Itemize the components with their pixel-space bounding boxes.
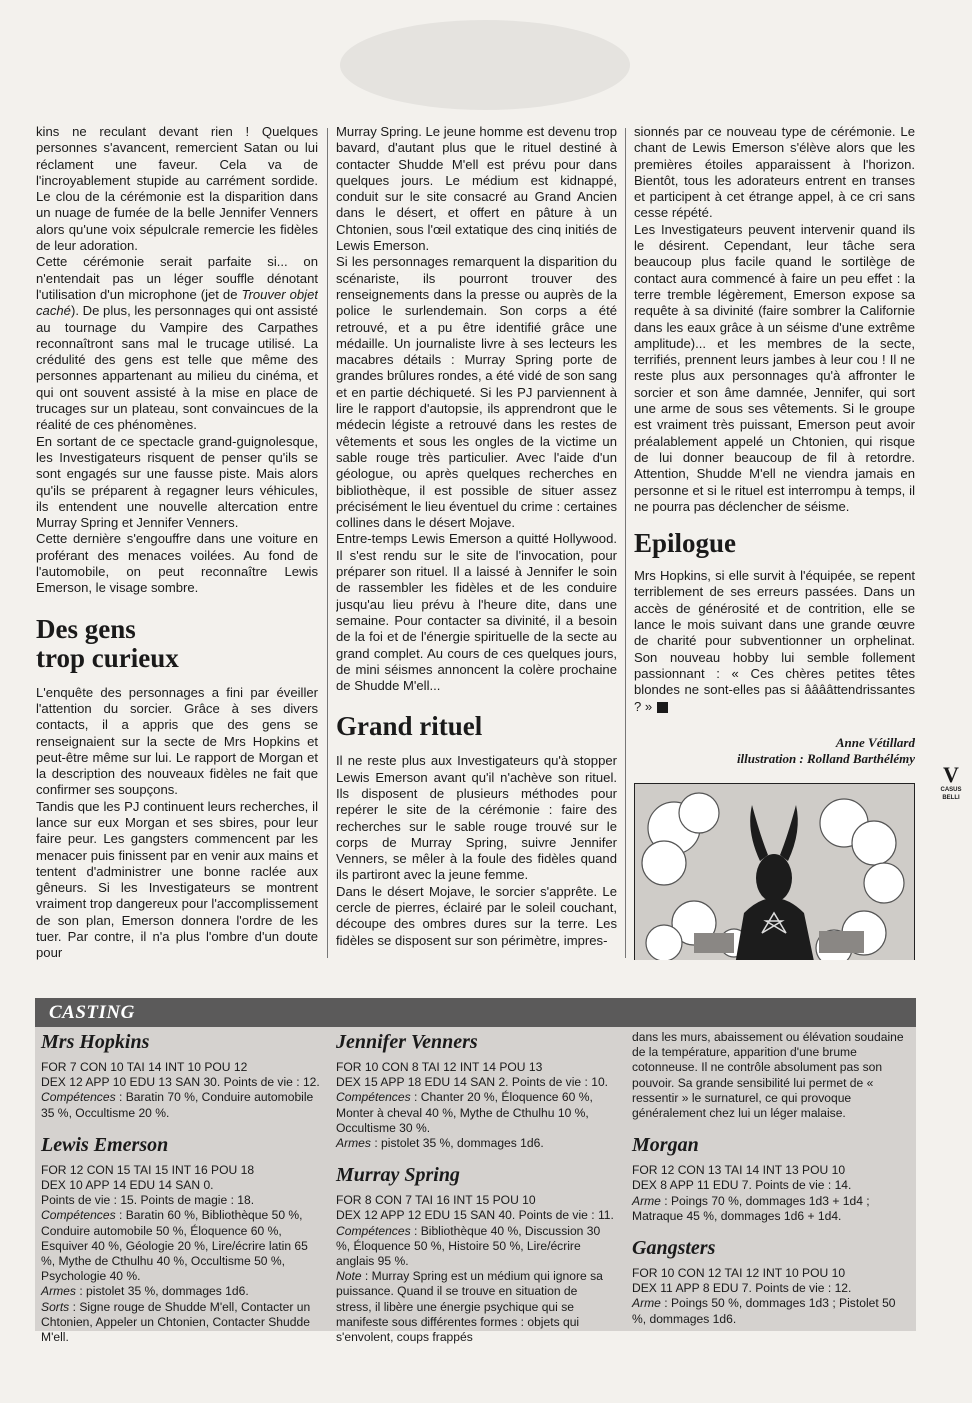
paragraph: Il ne reste plus aux Investigateurs qu'à stopper Lewis Emerson avant qu'il n'achève son rituel. Ils disposent de plusieurs méthodes pour repérer le site de la cérémonie : faire des recherches sur le sable rouge trouvé sur le corps de Murray Spring, suivre Jennifer Venners, se mêler à la foule des fidèles quand ils partiront avec la jeune femme. <box>336 753 617 883</box>
paragraph: Entre-temps Lewis Emerson a quitté Hollywood. Il s'est rendu sur le site de l'invocation, pour préparer son rituel. Il a laissé à Jennifer le soin de rassembler les fidèles et de les conduire jusqu'au lieu prévu à l'heure dite, dans une semaine. Pour contacter sa divinité, il a besoin de la foi et de l'énergie spirituelle de la secte au grand complet. Au cours de ces quelques jours, de mini séismes annoncent la colère prochaine de Shudde M'ell... <box>336 531 617 694</box>
paragraph: Tandis que les PJ continuent leurs recherches, il lance sur eux Morgan et ses sbires, pour leur faire peur. Les gangsters commencent par les menacer puis finissent par en venir aux mains et tentent d'administrer une bonne raclée aux gêneurs. Si les Investigateurs se montrent vraiment trop dangereux pour l'accomplissement de son plan, Emerson donnera l'ordre de les tuer. Par contre, il n'a plus l'ombre d'un doute pour <box>36 798 318 960</box>
character-morgan <box>632 1133 910 1224</box>
section-heading-des-gens: Des gens trop curieux <box>36 613 179 673</box>
stats-line: FOR 10 CON 12 TAI 12 INT 10 POU 10 <box>632 1266 846 1281</box>
stats-line: FOR 7 CON 10 TAI 14 INT 10 POU 12 <box>41 1060 248 1074</box>
character-name: Jennifer Venners <box>336 1031 478 1053</box>
weapons: Armes : pistolet 35 %, dommages 1d6. <box>41 1284 249 1299</box>
page-marker <box>934 764 968 802</box>
stats-line: DEX 11 APP 8 EDU 7. Points de vie : 12. <box>632 1281 852 1296</box>
paragraph: Les Investigateurs peuvent intervenir quand ils le désirent. Cependant, leur tâche sera beaucoup plus facile quand le sortilège de contact aura commencé à faire un peu effet : la terre tremble légèrement, Emerson expose sa requête à sa divinité (faire sombrer la Californie dans les eaux grâce à un séisme d'une extrême amplitude)... et les membres de la secte, terrifiés, prennent leurs jambes à leur cou ! Il ne reste plus aux personnages qu'à affronter le sorcier et son âme damnée, Jennifer, qui sort une arme de sous ses vêtements. Si le groupe est vraiment très puissant, Emerson peut avoir préalablement appelé un Chtonien, qui risque de lui donner beaucoup de fil à retordre. Attention, Shudde M'ell ne viendra jamais en personne et si le rituel est interrompu à temps, il ne pourra pas déclencher de séisme. <box>634 221 915 514</box>
paragraph: Dans le désert Mojave, le sorcier s'apprête. Le cercle de pierres, éclairé par le soleil couchant, découpe des ombres dures sur la terre. Les fidèles se disposent sur son périmètre, impres- <box>336 883 617 948</box>
character-gangsters <box>632 1236 910 1327</box>
weapons: Armes : pistolet 35 %, dommages 1d6. <box>336 1136 544 1151</box>
weapons: Arme : Poings 50 %, dommages 1d3 ; Pistolet 50 %, dommages 1d6. <box>632 1296 896 1326</box>
author: Anne Vétillard <box>835 734 915 750</box>
murray-spring-note-continued <box>632 1030 910 1121</box>
skills: Compétences : Baratin 70 %, Conduire automobile 35 %, Occultisme 20 %. <box>41 1090 314 1120</box>
column-divider <box>625 128 626 958</box>
paragraph: sionnés par ce nouveau type de cérémonie. Le chant de Lewis Emerson s'élève alors que les premières étoiles apparaissent à l'horizon. Bientôt, tous les adorateurs entrent en transes et participent à cet étrange appel, à ce cri sans cesse répété. <box>634 124 915 221</box>
stats-line: DEX 12 APP 12 EDU 15 SAN 40. Points de vie : 11. <box>336 1208 614 1223</box>
paragraph: Cette dernière s'engouffre dans une voiture en proférant des menaces voilées. Au fond de l'automobile, on peut reconnaître Lewis Emerson, le visage sombre. <box>36 531 318 596</box>
stats-line: DEX 8 APP 11 EDU 7. Points de vie : 14. <box>632 1178 852 1193</box>
skills: Compétences : Chanter 20 %, Éloquence 60 %, Monter à cheval 40 %, Mythe de Cthulhu 10 %, Occultisme 30 %. <box>336 1090 593 1135</box>
illustrator: illustration : Rolland Barthélémy <box>736 750 915 766</box>
stats-line: FOR 10 CON 8 TAI 12 INT 14 POU 13 <box>336 1060 543 1074</box>
stats-line: Points de vie : 15. Points de magie : 18. <box>41 1193 255 1208</box>
casting-column-3 <box>632 1030 910 1339</box>
casting-column-1 <box>41 1030 321 1357</box>
stats-line: FOR 8 CON 7 TAI 16 INT 15 POU 10 <box>336 1193 536 1208</box>
credits <box>634 735 915 767</box>
section-heading-epilogue: Epilogue <box>634 528 737 559</box>
magazine-tag: CASUS BELLI <box>940 787 962 801</box>
character-name: Morgan <box>632 1134 699 1157</box>
stats-line: DEX 15 APP 18 EDU 14 SAN 2. Points de vie : 10. <box>336 1075 609 1090</box>
weapons: Arme : Poings 70 %, dommages 1d3 + 1d4 ; Matraque 45 %, dommages 1d6 + 1d4. <box>632 1193 870 1223</box>
paragraph: En sortant de ce spectacle grand-guignolesque, les Investigateurs risquent de penser qu'ils se sont engagés sur une fausse piste. Mais alors qu'ils se préparent à regagner leurs véhicules, ils entendent une nouvelle altercation entre Murray Spring et Jennifer Venners. <box>36 433 318 531</box>
background-decoration <box>340 20 630 110</box>
stats-line: FOR 12 CON 13 TAI 14 INT 13 POU 10 <box>632 1163 846 1178</box>
article-column-3 <box>634 124 915 960</box>
note-continued: dans les murs, abaissement ou élévation soudaine de la température, apparition d'une brume cotonneuse. Il ne contrôle absolument pas son pouvoir. Sa grande sensibilité lui permet de « ressentir » le surnaturel, ce qui provoque généralement chez lui un léger malaise. <box>632 1030 904 1121</box>
skills: Compétences : Bibliothèque 40 %, Discussion 30 %, Éloquence 50 %, Histoire 50 %, Lire/écrire anglais 95 %. <box>336 1223 601 1269</box>
end-of-article-icon <box>657 702 668 713</box>
paragraph: Murray Spring. Le jeune homme est devenu trop bavard, d'autant plus que le rituel destiné à contacter Shudde M'ell est prévu pour dans quelques jours. Le médium est kidnappé, conduit sur le site consacré au Grand Ancien dans le désert, et offert en pâture à un Chtonien, sous l'œil extatique des cinq initiés de Lewis Emerson. <box>336 124 617 254</box>
note: Note : Murray Spring est un médium qui ignore sa puissance. Quand il se trouve en situation de stress, il libère une énergie psychique qui se manifeste sous différentes formes : objets qui s'envolent, coups frappés <box>336 1269 603 1345</box>
character-name: Mrs Hopkins <box>41 1031 150 1053</box>
article-column-1 <box>36 124 318 960</box>
paragraph: Si les personnages remarquent la disparition du scénariste, ils pourront trouver des renseignements dans la presse ou auprès de la police le surlendemain. Son corps a été retrouvé, et a pu être identifié grâce une médaille. Un journaliste livre à ses lecteurs les macabres détails : Murray Spring porte de grandes brûlures rondes, a été vidé de son sang et en partie déchiqueté. Si les PJ parviennent à lire le rapport d'autopsie, ils apprendront que le médecin légiste a retrouvé dans les restes de vêtements et sous les ongles de la victime un sable rouge très particulier. Avec l'aide d'un géologue, ou après quelques recherches en bibliothèque, il est possible de situer assez précisément le lieu éventuel du crime : certaines collines dans le désert Mojave. <box>336 254 617 531</box>
paragraph: L'enquête des personnages a fini par éveiller l'attention du sorcier. Grâce à ses divers contacts, il a appris que des gens se renseignaient sur la secte de Mrs Hopkins et peut-être même sur lui. Le rapport de Morgan et la description des nouveaux fidèles ne fait que confirmer ses soupçons. <box>36 684 318 798</box>
character-name: Murray Spring <box>336 1164 460 1187</box>
casting-column-2 <box>336 1030 616 1357</box>
character-lewis-emerson <box>41 1133 321 1345</box>
stats-line: FOR 12 CON 15 TAI 15 INT 16 POU 18 <box>41 1162 255 1177</box>
stats-line: DEX 12 APP 10 EDU 13 SAN 30. Points de vie : 12. <box>41 1075 320 1090</box>
character-murray-spring <box>336 1163 616 1345</box>
column-divider <box>327 128 328 958</box>
ritual-illustration <box>634 783 915 960</box>
section-heading-grand-rituel: Grand rituel <box>336 711 483 742</box>
character-jennifer-venners <box>336 1030 616 1151</box>
character-mrs-hopkins <box>41 1030 321 1121</box>
section-letter: V <box>943 762 959 787</box>
stats-line: DEX 10 APP 14 EDU 14 SAN 0. <box>41 1178 214 1193</box>
article-column-2 <box>336 124 617 960</box>
character-name: Gangsters <box>632 1237 716 1260</box>
paragraph: Mrs Hopkins, si elle survit à l'équipée, se repent terriblement de ses erreurs passées. Dans un accès de générosité et de contrition, elle se lance le mois suivant dans une grande œuvre de charité pour subventionner un orphelinat. Son nouveau hobby lui semble follement passionnant : « Ces chères petites têtes blondes ne sont-elles pas si ââââttendrissantes ? » <box>634 568 915 714</box>
paragraph: Cette cérémonie serait parfaite si... on n'entendait pas un léger souffle dénotant l'utilisation d'un microphone (jet de Trouver objet caché). De plus, les personnages qui ont assisté au tournage du Vampire des Carpathes reconnaîtront sans mal le trucage utilisé. La crédulité des gens est telle que même des personnes appartenant au milieu du cinéma, et qui ont souvent assisté à la mise en place de trucages sur un plateau, sont convaincues de la réalité de ces phénomènes. <box>36 254 318 433</box>
character-name: Lewis Emerson <box>41 1133 169 1156</box>
skills: Compétences : Baratin 60 %, Bibliothèque 50 %, Conduire automobile 50 %, Éloquence 60 %, Esquiver 40 %, Géologie 20 %, Lire/écrire latin 65 %, Mythe de Cthulhu 40 %, Occultisme 50 %, Psychologie 40 %. <box>41 1208 308 1284</box>
casting-box <box>35 998 916 1345</box>
casting-title: CASTING <box>35 998 916 1027</box>
spells: Sorts : Signe rouge de Shudde M'ell, Contacter un Chtonien, Appeler un Chtonien, Contacter Shudde M'ell. <box>41 1299 311 1345</box>
paragraph: kins ne reculant devant rien ! Quelques personnes s'avancent, remercient Satan ou lui réclament une faveur. Cela va de l'incroyablement stupide au carrément sordide. Le clou de la cérémonie est la disparition dans un nuage de fumée de la belle Jennifer Venners alors qu'une voix sépulcrale remercie les fidèles de leur adoration. <box>36 124 318 254</box>
